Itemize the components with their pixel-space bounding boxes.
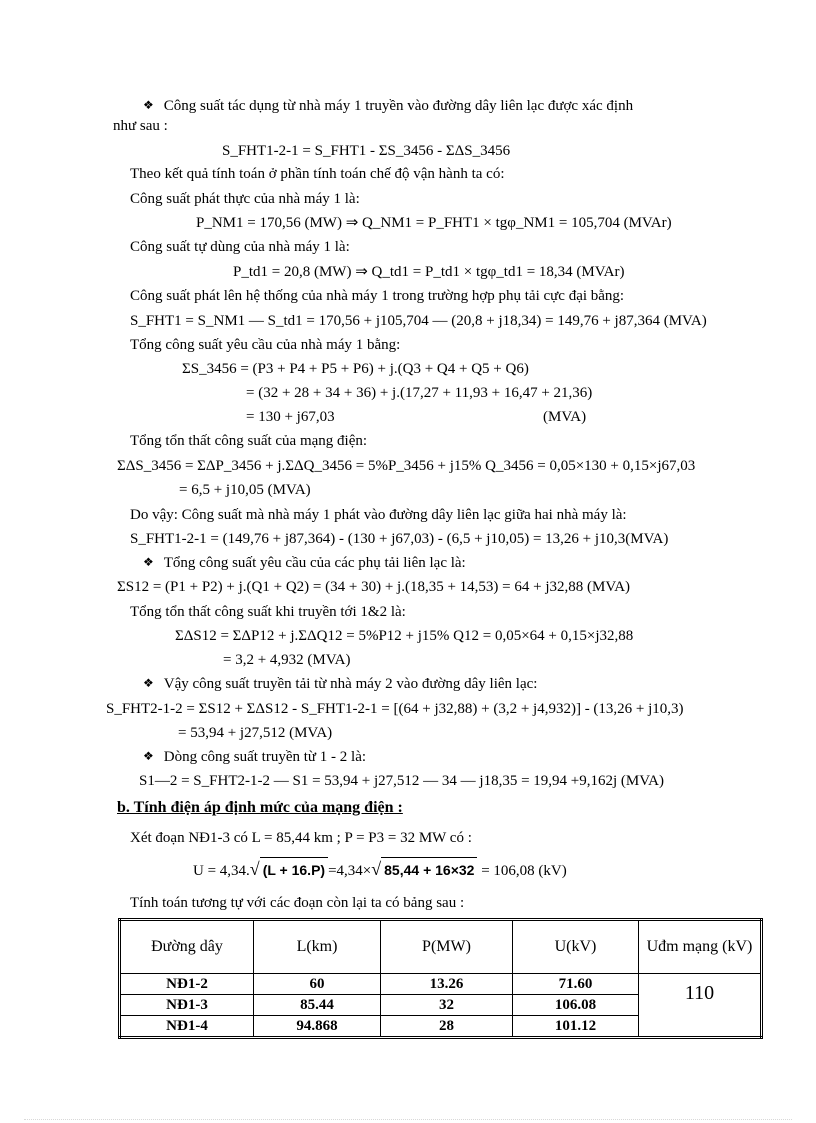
equation-ds12-b: = 3,2 + 4,932 (MVA) [223,652,351,668]
paragraph-9: ❖ Tổng công suất yêu cầu của các phụ tải liên lạc là: [143,555,466,571]
bullet-diamond-icon: ❖ [143,676,154,690]
paragraph-8: Do vậy: Công suất mà nhà máy 1 phát vào đường dây liên lạc giữa hai nhà máy là: [130,507,627,523]
paragraph-4: Công suất tự dùng của nhà máy 1 là: [130,239,350,255]
paragraph-2: Theo kết quả tính toán ở phần tính toán chế độ vận hành ta có: [130,166,505,182]
equation-s3456-unit: (MVA) [543,409,587,425]
line-voltage-table [118,918,763,1039]
paragraph-1: ❖ Công suất tác dụng từ nhà máy 1 truyền vào đường dây liên lạc được xác định [143,98,634,114]
cell-voltage: 106.08 [513,995,639,1016]
header-line: Đường dây [120,920,254,974]
cell-length: 60 [254,974,381,995]
page-bottom-divider [24,1119,792,1120]
equation-sfht2-1-2-a: S_FHT2-1-2 = ΣS12 + ΣΔS12 - S_FHT1-2-1 = [(64 + j32,88) + (3,2 + j4,932)] - (13,26 + j10,3) [106,701,684,717]
paragraph-3: Công suất phát thực của nhà máy 1 là: [130,191,360,207]
equation-s3456-b: = (32 + 28 + 34 + 36) + j.(17,27 + 11,93 + 16,47 + 21,36) [246,385,593,401]
cell-length: 94.868 [254,1016,381,1038]
bullet-diamond-icon: ❖ [143,749,154,763]
bullet-diamond-icon: ❖ [143,98,154,112]
header-length: L(km) [254,920,381,974]
equation-ptd1: P_td1 = 20,8 (MW) ⇒ Q_td1 = P_td1 × tgφ_td1 = 18,34 (MVAr) [233,264,625,280]
table-header-row [120,920,762,974]
cell-line: NĐ1-3 [120,995,254,1016]
paragraph-12: ❖ Dòng công suất truyền từ 1 - 2 là: [143,749,367,765]
cell-voltage: 101.12 [513,1016,639,1038]
paragraph-section-b-2: Tính toán tương tự với các đoạn còn lại ta có bảng sau : [130,895,465,911]
table-row [120,974,762,995]
equation-sfht1: S_FHT1 = S_NM1 — S_td1 = 170,56 + j105,704 — (20,8 + j18,34) = 149,76 + j87,364 (MVA) [130,313,707,329]
paragraph-1-cont: như sau : [113,118,168,134]
paragraph-10: Tổng tổn thất công suất khi truyền tới 1&2 là: [130,604,406,620]
header-rated-voltage: Uđm mạng (kV) [639,920,762,974]
equation-ds12-a: ΣΔS12 = ΣΔP12 + j.ΣΔQ12 = 5%P12 + j15% Q12 = 0,05×64 + 0,15×j32,88 [175,628,634,644]
cell-power: 28 [381,1016,513,1038]
radical-sign-icon: √ [371,859,382,879]
cell-rated-voltage: 110 [639,974,762,1038]
paragraph-6: Tổng công suất yêu cầu của nhà máy 1 bằng: [130,337,401,353]
equation-s12: ΣS12 = (P1 + P2) + j.(Q1 + Q2) = (34 + 30) + j.(18,35 + 14,53) = 64 + j32,88 (MVA) [117,579,631,595]
cell-power: 13.26 [381,974,513,995]
equation-sfht1-2-1-result: S_FHT1-2-1 = (149,76 + j87,364) - (130 + j67,03) - (6,5 + j10,05) = 13,26 + j10,3(MVA) [130,531,669,547]
equation-sfht1-2-1: S_FHT1-2-1 = S_FHT1 - ΣS_3456 - ΣΔS_3456 [222,143,511,159]
paragraph-section-b-1: Xét đoạn NĐ1-3 có L = 85,44 km ; P = P3 = 32 MW có : [130,830,472,846]
equation-ds3456-b: = 6,5 + j10,05 (MVA) [179,482,311,498]
cell-line: NĐ1-2 [120,974,254,995]
equation-s3456-c: = 130 + j67,03 [246,409,335,425]
equation-ds3456-a: ΣΔS_3456 = ΣΔP_3456 + j.ΣΔQ_3456 = 5%P_3456 + j15% Q_3456 = 0,05×130 + 0,15×j67,03 [117,458,696,474]
header-voltage: U(kV) [513,920,639,974]
cell-power: 32 [381,995,513,1016]
equation-s1-2: S1—2 = S_FHT2-1-2 — S1 = 53,94 + j27,512 — 34 — j18,35 = 19,94 +9,162j (MVA) [139,773,664,789]
equation-voltage: U = 4,34.√ (L + 16.P) =4,34×√ 85,44 + 16×32 = 106,08 (kV) [193,857,567,883]
equation-sfht2-1-2-b: = 53,94 + j27,512 (MVA) [178,725,333,741]
cell-length: 85.44 [254,995,381,1016]
equation-s3456-a: ΣS_3456 = (P3 + P4 + P5 + P6) + j.(Q3 + Q4 + Q5 + Q6) [182,361,529,377]
section-b-heading: b. Tính điện áp định mức của mạng điện : [117,799,403,816]
header-power: P(MW) [381,920,513,974]
paragraph-11: ❖ Vậy công suất truyền tải từ nhà máy 2 vào đường dây liên lạc: [143,676,538,692]
radical-sign-icon: √ [249,859,260,879]
cell-line: NĐ1-4 [120,1016,254,1038]
bullet-diamond-icon: ❖ [143,555,154,569]
cell-voltage: 71.60 [513,974,639,995]
paragraph-5: Công suất phát lên hệ thống của nhà máy 1 trong trường hợp phụ tải cực đại bằng: [130,288,625,304]
paragraph-7: Tổng tổn thất công suất của mạng điện: [130,433,368,449]
equation-pnm1: P_NM1 = 170,56 (MW) ⇒ Q_NM1 = P_FHT1 × tgφ_NM1 = 105,704 (MVAr) [196,215,672,231]
